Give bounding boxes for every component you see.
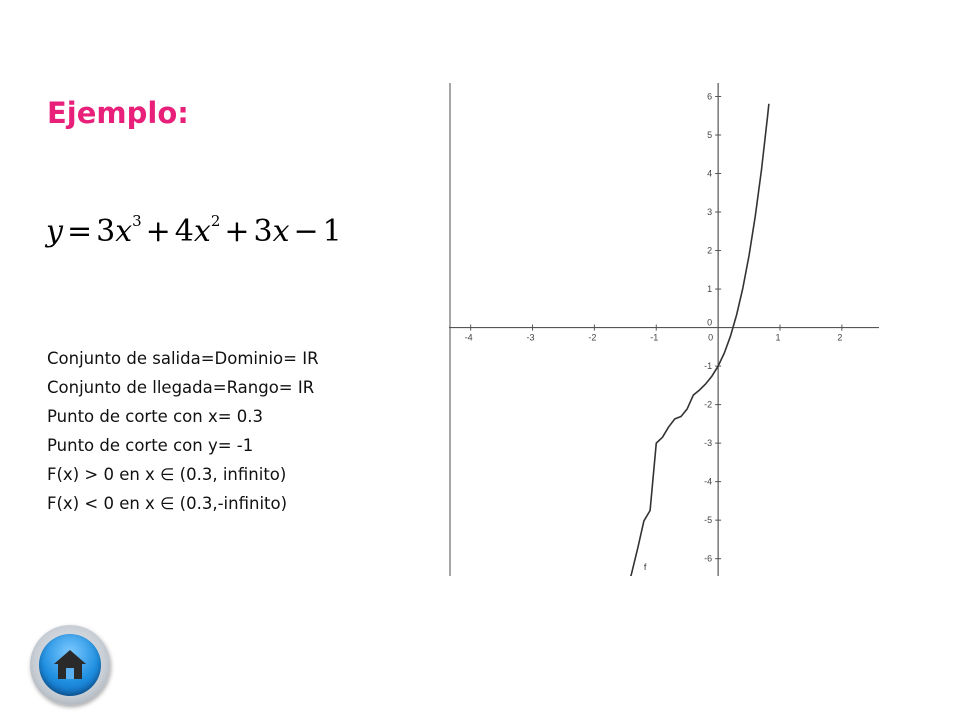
equation-var-3: x xyxy=(272,214,290,249)
home-button[interactable] xyxy=(30,625,110,705)
equation-coef-1: 3 xyxy=(96,214,116,249)
info-list xyxy=(47,344,319,518)
y-tick-label: -4 xyxy=(704,476,713,487)
x-tick-label: -1 xyxy=(650,332,659,343)
x-tick-label: -3 xyxy=(526,332,535,343)
equation-var-1: x xyxy=(115,214,133,249)
equation-plus-1: + xyxy=(145,214,171,249)
info-line-rango: Conjunto de llegada=Rango= IR xyxy=(47,378,315,397)
info-line-negative: F(x) < 0 en x ∈ (0.3,-infinito) xyxy=(47,494,288,513)
y-tick-label: -5 xyxy=(704,515,713,526)
info-line-corte-y: Punto de corte con y= -1 xyxy=(47,436,254,455)
home-button-face xyxy=(39,634,101,696)
y-tick-label: 5 xyxy=(707,129,713,140)
curve-label: f xyxy=(643,562,647,573)
equation-coef-2: 4 xyxy=(174,214,194,249)
equation-plus-2: + xyxy=(224,214,250,249)
home-icon xyxy=(50,645,90,685)
x-tick-label: -2 xyxy=(588,332,597,343)
y-tick-label: -1 xyxy=(704,361,713,372)
equation-equals: = xyxy=(66,214,93,249)
function-graph xyxy=(449,83,879,576)
y-tick-label: 4 xyxy=(707,168,713,179)
x-tick-label: 1 xyxy=(775,332,781,343)
equation xyxy=(46,212,342,249)
equation-constant: 1 xyxy=(322,214,342,249)
x-tick-label: 2 xyxy=(837,332,843,343)
graph-svg xyxy=(449,83,879,576)
y-tick-label: 3 xyxy=(707,207,713,218)
info-line-corte-x: Punto de corte con x= 0.3 xyxy=(47,407,264,426)
y-zero-label: 0 xyxy=(707,317,713,328)
y-tick-label: -2 xyxy=(704,399,713,410)
y-tick-label: -3 xyxy=(704,438,713,449)
y-tick-label: 1 xyxy=(707,284,713,295)
y-tick-label: -6 xyxy=(704,553,713,564)
x-tick-label: -4 xyxy=(464,332,473,343)
equation-exp-2: 2 xyxy=(210,212,221,230)
equation-minus: − xyxy=(293,214,319,249)
y-tick-label: 2 xyxy=(707,245,713,256)
equation-var-2: x xyxy=(193,214,211,249)
equation-coef-3: 3 xyxy=(253,214,273,249)
equation-y: y xyxy=(46,214,63,249)
equation-exp-1: 3 xyxy=(132,212,142,230)
info-line-dominio: Conjunto de salida=Dominio= IR xyxy=(47,349,319,368)
origin-label: 0 xyxy=(708,332,714,343)
y-tick-label: 6 xyxy=(707,91,713,102)
slide-title: Ejemplo: xyxy=(47,96,189,130)
info-line-positive: F(x) > 0 en x ∈ (0.3, infinito) xyxy=(47,465,287,484)
